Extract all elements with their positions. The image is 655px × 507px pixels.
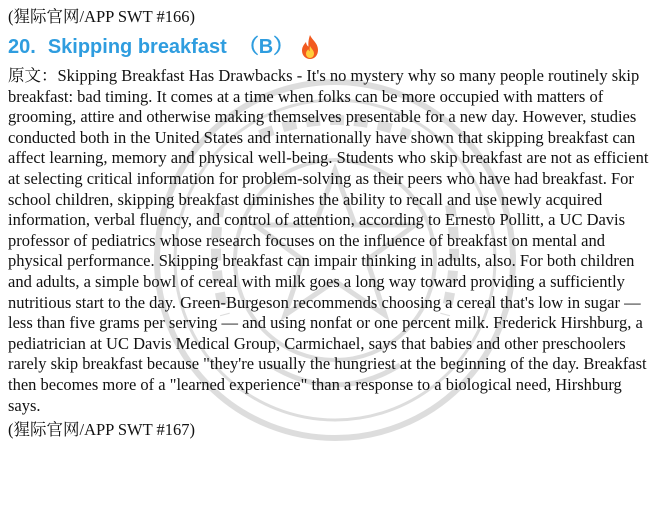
source-label-bottom: (猩际官网/APP SWT #167) <box>8 420 196 440</box>
passage-text <box>8 66 650 416</box>
question-option: （B） <box>238 36 294 58</box>
document-page <box>8 6 650 441</box>
question-title <box>8 31 650 63</box>
question-name: Skipping breakfast <box>47 36 227 58</box>
passage-label: 原文： <box>8 66 58 85</box>
fire-icon <box>299 34 321 60</box>
source-label-top: (猩际官网/APP SWT #166) <box>8 7 196 26</box>
question-number: 20. <box>8 36 36 58</box>
passage-body: Skipping Breakfast Has Drawbacks - It's no mystery why so many people routinely skip breakfast: bad timing. It comes at a time when folks can be more occupied with matters of grooming, attire and otherwise making themselves presentable for a new day. However, studies conducted both in the United States and internationally have shown that skipping breakfast can affect learning, memory and physical well-being. Students who skip breakfast are not as efficient at selecting critical information for problem-solving as their peers who have had breakfast. For school children, skipping breakfast diminishes the ability to recall and use newly acquired information, verbal fluency, and control of attention, according to Ernesto Pollitt, a UC Davis professor of pediatrics whose research focuses on the influence of breakfast on mental and physical performance. Skipping breakfast can impair thinking in adults, also. For both children and adults, a simple bowl of cereal with milk goes a long way toward providing a sufficiently nutritious start to the day. Green-Burgeson recommends choosing a cereal that's low in sugar — less than five grams per serving — and using nonfat or one percent milk. Frederick Hirshburg, a pediatrician at UC Davis Medical Group, Carmichael, says that babies and other preschoolers rarely skip breakfast because "they're usually the hungriest at the beginning of the day. Breakfast then becomes more of a "learned experience" than a response to a biological need, Hirshburg says. <box>8 66 649 415</box>
